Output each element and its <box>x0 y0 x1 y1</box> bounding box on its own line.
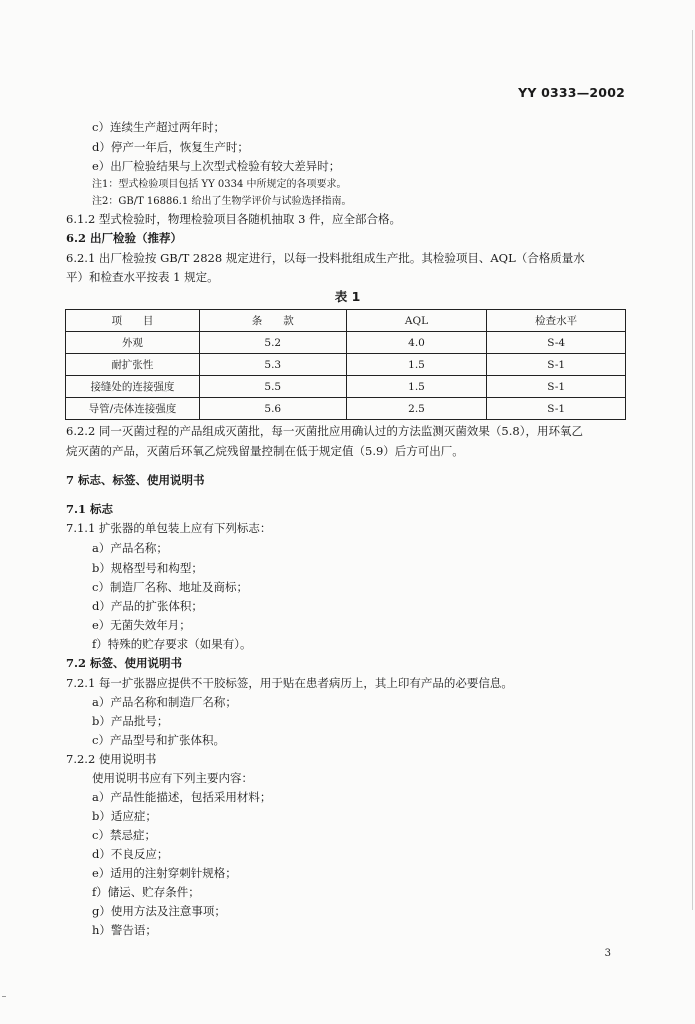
section-7-1-heading <box>66 503 113 517</box>
table-caption: 表 1 <box>334 289 361 304</box>
table-row <box>66 376 626 398</box>
cell-aql: 1.5 <box>346 354 487 376</box>
section-number: 7.2 <box>66 656 87 670</box>
clause-7-2-1 <box>66 677 513 691</box>
clause-title: 使用说明书 <box>98 752 157 766</box>
clause-number: 6.2.2 <box>66 424 96 438</box>
list-item: c）制造厂名称、地址及商标； <box>92 580 248 594</box>
cell-aql: 1.5 <box>346 376 487 398</box>
clause-number: 7.1.1 <box>66 521 96 535</box>
clause-number: 7.2.2 <box>66 752 96 766</box>
list-item: c）产品型号和扩张体积。 <box>92 733 225 747</box>
list-item: f）特殊的贮存要求（如果有）。 <box>92 637 252 651</box>
cell-item: 耐扩张性 <box>66 354 200 376</box>
list-item: e）适用的注射穿刺针规格； <box>92 866 237 880</box>
clause-text: 使用说明书应有下列主要内容： <box>92 771 253 785</box>
section-title: 标志 <box>90 502 114 516</box>
cell-aql: 2.5 <box>346 398 487 420</box>
scan-edge-line <box>692 30 693 910</box>
clause-7-1-1 <box>66 522 271 536</box>
clause-text: 型式检验时，物理检验项目各随机抽取 3 件，应全部合格。 <box>98 212 402 226</box>
note-1: 注1：型式检验项目包括 YY 0334 中所规定的各项要求。 <box>92 179 347 190</box>
cell-item: 接缝处的连接强度 <box>66 376 200 398</box>
cell-level: S-1 <box>487 354 626 376</box>
list-item: b）产品批号； <box>92 714 169 728</box>
table-row <box>66 398 626 420</box>
section-7-2-heading <box>66 657 182 671</box>
cell-clause: 5.2 <box>199 332 346 354</box>
clause-text: 扩张器的单包装上应有下列标志： <box>98 521 272 535</box>
section-number: 6.2 <box>66 231 87 245</box>
section-number: 7 <box>66 473 75 487</box>
clause-number: 6.1.2 <box>66 212 96 226</box>
list-item: c）连续生产超过两年时； <box>92 120 225 134</box>
section-7-heading <box>66 474 205 488</box>
list-item: d）停产一年后，恢复生产时； <box>92 140 249 154</box>
section-title: 标签、使用说明书 <box>90 656 183 670</box>
clause-text: 出厂检验按 GB/T 2828 规定进行，以每一投料批组成生产批。其检验项目、AQL（合格质量水 <box>98 251 585 265</box>
table-row <box>66 354 626 376</box>
cell-clause: 5.6 <box>199 398 346 420</box>
clause-text: 每一扩张器应提供不干胶标签，用于贴在患者病历上，其上印有产品的必要信息。 <box>98 676 513 690</box>
clause-6-2-2-continuation: 烷灭菌的产品，灭菌后环氧乙烷残留量控制在低于规定值（5.9）后方可出厂。 <box>66 444 464 458</box>
clause-text: 同一灭菌过程的产品组成灭菌批，每一灭菌批应用确认过的方法监测灭菌效果（5.8），用环氧乙 <box>98 424 583 438</box>
clause-number: 6.2.1 <box>66 251 96 265</box>
table-row <box>66 332 626 354</box>
list-item: f）储运、贮存条件； <box>92 885 200 899</box>
list-item: e）出厂检验结果与上次型式检验有较大差异时； <box>92 159 341 173</box>
column-header-aql: AQL <box>346 310 487 332</box>
list-item: b）适应症； <box>92 809 157 823</box>
clause-6-2-1-continuation: 平）和检查水平按表 1 规定。 <box>66 270 219 284</box>
clause-6-2-2 <box>66 425 583 439</box>
section-number: 7.1 <box>66 502 87 516</box>
cell-aql: 4.0 <box>346 332 487 354</box>
standard-number: YY 0333—2002 <box>518 85 625 100</box>
list-item: g）使用方法及注意事项； <box>92 904 226 918</box>
cell-item: 外观 <box>66 332 200 354</box>
list-item: a）产品名称和制造厂名称； <box>92 695 237 709</box>
column-header-item: 项 目 <box>66 310 200 332</box>
list-item: d）不良反应； <box>92 847 169 861</box>
scan-mark <box>2 996 6 997</box>
clause-7-2-2 <box>66 753 156 767</box>
section-title: 标志、标签、使用说明书 <box>78 473 205 487</box>
list-item: b）规格型号和构型； <box>92 561 203 575</box>
table-header-row <box>66 310 626 332</box>
cell-clause: 5.5 <box>199 376 346 398</box>
section-6-2-heading <box>66 232 182 246</box>
cell-clause: 5.3 <box>199 354 346 376</box>
list-item: e）无菌失效年月； <box>92 618 191 632</box>
clause-6-1-2 <box>66 213 401 227</box>
note-2: 注2：GB/T 16886.1 给出了生物学评价与试验选择指南。 <box>92 196 352 207</box>
cell-item: 导管/壳体连接强度 <box>66 398 200 420</box>
list-item: a）产品名称； <box>92 541 168 555</box>
clause-number: 7.2.1 <box>66 676 96 690</box>
cell-level: S-4 <box>487 332 626 354</box>
list-item: d）产品的扩张体积； <box>92 599 203 613</box>
list-item: a）产品性能描述，包括采用材料； <box>92 790 272 804</box>
cell-level: S-1 <box>487 376 626 398</box>
list-item: h）警告语； <box>92 923 157 937</box>
section-title: 出厂检验（推荐） <box>90 231 183 245</box>
page-number: 3 <box>604 948 611 959</box>
clause-6-2-1 <box>66 252 585 266</box>
list-item: c）禁忌症； <box>92 828 156 842</box>
inspection-table <box>65 309 626 420</box>
column-header-inspection-level: 检查水平 <box>487 310 626 332</box>
column-header-clause: 条 款 <box>199 310 346 332</box>
cell-level: S-1 <box>487 398 626 420</box>
